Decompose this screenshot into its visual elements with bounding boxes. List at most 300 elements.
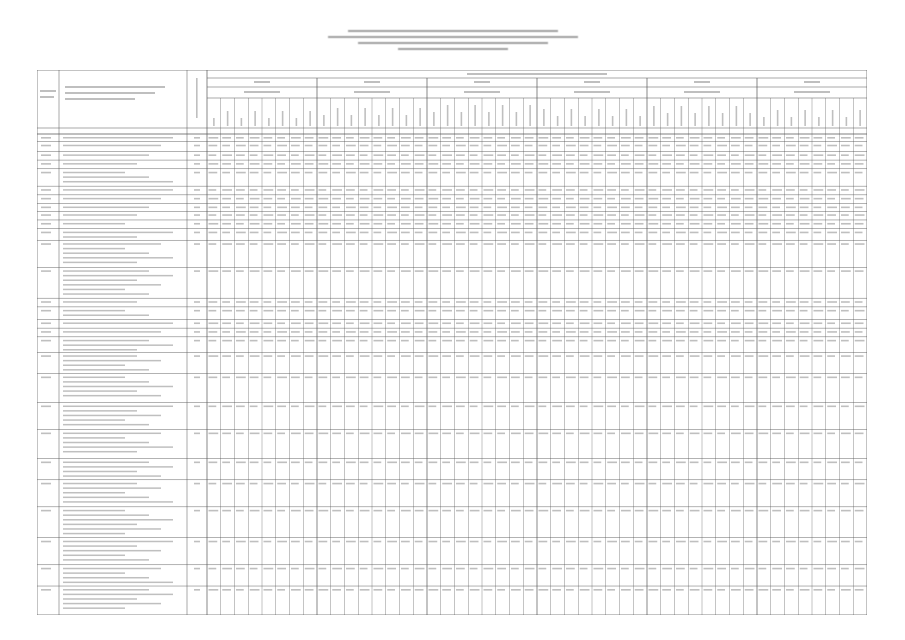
illegible-cell-value [690,243,698,245]
illegible-cell-value [305,510,314,512]
illegible-cell-value [525,270,534,272]
illegible-column-header [708,106,710,126]
illegible-cell-value [360,462,369,464]
illegible-cell-value [772,322,781,324]
illegible-cell-value [525,232,533,234]
illegible-cell-value [470,340,478,342]
illegible-cell-value [580,270,590,272]
illegible-cell-value [580,223,590,225]
illegible-cell-value [552,541,560,543]
illegible-cell-value [497,322,505,324]
illegible-cell-value [607,568,616,570]
illegible-cell-value [332,377,340,379]
illegible-cell-value [415,510,424,512]
illegible-cell-value [374,301,382,303]
illegible-cell-value [484,172,492,174]
illegible-row-number [41,270,51,272]
illegible-cell-value [374,163,383,165]
illegible-cell-value [745,331,753,333]
illegible-cell-value [580,510,590,512]
illegible-cell-value [374,331,382,333]
illegible-cell-value [539,433,549,435]
illegible-cell-value [511,189,519,191]
illegible-cell-value [277,568,286,570]
illegible-column-header [65,92,155,94]
illegible-cell-value [814,301,822,303]
illegible-cell-value [731,377,740,379]
illegible-cell-value [662,340,672,342]
illegible-cell-value [635,137,644,139]
illegible-cell-value [800,589,810,591]
illegible-cell-value [759,207,768,209]
illegible-cell-value [374,189,384,191]
illegible-cell-value [676,198,684,200]
illegible-cell-value [594,310,604,312]
illegible-cell-value [772,223,781,225]
illegible-cell-value [621,377,630,379]
illegible-cell-value [222,568,232,570]
illegible-cell-value [690,189,698,191]
illegible-row-number [41,510,51,512]
illegible-cell-value [277,340,286,342]
illegible-cell-value [442,589,451,591]
illegible-cell-value [649,340,657,342]
illegible-cell-value [470,163,480,165]
illegible-cell-value [374,154,384,156]
illegible-cell-value [511,301,520,303]
illegible-row-label [63,223,125,225]
illegible-cell-value [277,172,287,174]
illegible-cell-value [319,355,329,357]
illegible-cell-value [525,198,534,200]
illegible-cell-value [319,189,327,191]
illegible-cell-value [525,331,533,333]
illegible-cell-value [346,433,354,435]
illegible-cell-value [277,589,285,591]
illegible-cell-value [566,589,574,591]
illegible-cell-value [401,163,411,165]
illegible-cell-value [250,331,259,333]
illegible-cell-value [704,568,714,570]
illegible-cell-value [415,541,423,543]
illegible-cell-value [387,223,395,225]
illegible-cell-value [717,340,726,342]
illegible-cell-value [649,137,659,139]
illegible-cell-value [607,214,616,216]
illegible-cell-value [855,589,864,591]
illegible-column-header [694,113,696,126]
illegible-column-header [40,96,54,98]
illegible-cell-value [855,377,863,379]
illegible-cell-value [497,223,505,225]
illegible-cell-value [676,163,684,165]
illegible-cell-value [814,207,822,209]
illegible-cell-value [387,433,395,435]
illegible-cell-value [429,207,438,209]
illegible-cell-value [401,232,410,234]
illegible-cell-value [484,223,493,225]
illegible-cell-value [772,568,782,570]
illegible-cell-value [855,232,863,234]
illegible-cell-value [332,322,341,324]
illegible-cell-value [429,340,437,342]
illegible-column-header [859,110,861,126]
illegible-cell-value [731,270,741,272]
illegible-cell-value [566,510,574,512]
illegible-cell-value [607,310,616,312]
illegible-cell-value [539,462,548,464]
illegible-column-header [846,117,848,126]
illegible-unit [194,207,200,209]
illegible-cell-value [264,214,274,216]
illegible-cell-value [250,137,260,139]
illegible-cell-value [786,189,795,191]
illegible-column-header [241,118,243,126]
illegible-cell-value [291,483,299,485]
illegible-cell-value [662,172,670,174]
illegible-unit [194,301,200,303]
illegible-cell-value [387,189,396,191]
illegible-cell-value [360,568,368,570]
illegible-group-title [804,81,820,83]
illegible-cell-value [456,243,465,245]
illegible-cell-value [580,377,589,379]
illegible-cell-value [539,198,549,200]
illegible-cell-value [387,270,395,272]
illegible-cell-value [745,301,753,303]
illegible-cell-value [814,214,824,216]
illegible-cell-value [745,189,755,191]
illegible-row-label [63,577,149,579]
illegible-cell-value [841,483,849,485]
illegible-cell-value [277,163,285,165]
illegible-group-title [364,81,380,83]
illegible-cell-value [319,462,328,464]
illegible-row-label [63,181,173,183]
illegible-cell-value [442,310,452,312]
illegible-cell-value [346,137,354,139]
illegible-cell-value [401,198,411,200]
illegible-cell-value [346,483,355,485]
illegible-cell-value [676,154,685,156]
illegible-cell-value [827,377,837,379]
illegible-cell-value [717,207,727,209]
illegible-cell-value [704,154,714,156]
illegible-row-number [41,232,51,234]
illegible-cell-value [759,355,769,357]
illegible-cell-value [346,462,356,464]
illegible-cell-value [401,214,409,216]
illegible-cell-value [676,145,686,147]
illegible-cell-value [236,223,244,225]
illegible-cell-value [222,214,232,216]
illegible-cell-value [552,198,561,200]
illegible-column-header [543,109,545,126]
illegible-cell-value [401,377,410,379]
illegible-cell-value [635,433,644,435]
illegible-cell-value [800,510,810,512]
illegible-cell-value [222,510,231,512]
illegible-cell-value [607,510,615,512]
illegible-cell-value [827,154,836,156]
illegible-cell-value [250,510,260,512]
illegible-cell-value [250,207,259,209]
illegible-cell-value [580,406,588,408]
illegible-row-label [63,270,149,272]
illegible-cell-value [511,207,520,209]
illegible-cell-value [346,340,355,342]
illegible-cell-value [222,355,231,357]
illegible-cell-value [511,137,521,139]
illegible-cell-value [717,589,725,591]
illegible-cell-value [456,310,465,312]
illegible-row-label [63,550,161,552]
illegible-cell-value [717,310,726,312]
illegible-cell-value [401,207,410,209]
illegible-cell-value [525,214,535,216]
illegible-cell-value [484,145,492,147]
illegible-cell-value [277,541,287,543]
illegible-row-label [63,410,137,412]
illegible-cell-value [222,377,230,379]
illegible-cell-value [264,310,274,312]
illegible-cell-value [662,322,671,324]
illegible-cell-value [635,510,644,512]
illegible-cell-value [277,406,286,408]
illegible-cell-value [319,243,327,245]
illegible-cell-value [360,172,369,174]
illegible-cell-value [649,243,657,245]
illegible-cell-value [264,145,272,147]
illegible-cell-value [704,270,713,272]
illegible-group-title [254,81,270,83]
illegible-cell-value [374,232,382,234]
illegible-cell-value [250,189,258,191]
illegible-cell-value [346,331,356,333]
illegible-cell-value [415,340,425,342]
illegible-cell-value [497,433,505,435]
illegible-cell-value [621,232,630,234]
illegible-cell-value [745,223,754,225]
illegible-cell-value [786,137,794,139]
illegible-cell-value [772,301,780,303]
illegible-column-header [40,90,56,92]
illegible-row-label [63,310,125,312]
illegible-cell-value [607,433,615,435]
illegible-cell-value [401,340,409,342]
illegible-cell-value [470,433,480,435]
illegible-cell-value [511,589,521,591]
illegible-cell-value [497,406,506,408]
illegible-cell-value [236,243,245,245]
illegible-cell-value [690,589,700,591]
illegible-cell-value [236,145,246,147]
illegible-row-label [63,501,173,503]
illegible-cell-value [607,223,615,225]
illegible-cell-value [360,243,368,245]
illegible-cell-value [209,568,217,570]
illegible-cell-value [305,483,315,485]
illegible-cell-value [841,310,849,312]
illegible-unit [194,377,200,379]
illegible-column-header [392,108,394,126]
illegible-cell-value [511,568,519,570]
illegible-cell-value [676,301,686,303]
illegible-cell-value [374,589,383,591]
illegible-cell-value [704,243,714,245]
illegible-cell-value [717,541,727,543]
illegible-cell-value [387,145,397,147]
illegible-cell-value [470,232,479,234]
illegible-cell-value [539,541,548,543]
illegible-cell-value [607,189,616,191]
illegible-cell-value [511,163,521,165]
illegible-cell-value [841,270,851,272]
illegible-cell-value [360,301,369,303]
illegible-cell-value [841,377,850,379]
illegible-cell-value [704,377,712,379]
illegible-cell-value [222,223,231,225]
illegible-cell-value [415,270,424,272]
illegible-cell-value [607,340,616,342]
illegible-cell-value [717,462,727,464]
illegible-column-header [749,113,751,126]
illegible-group-subtitle [684,91,720,93]
illegible-row-number [41,568,51,570]
illegible-cell-value [772,589,781,591]
illegible-cell-value [456,377,466,379]
illegible-cell-value [841,243,849,245]
illegible-cell-value [745,541,753,543]
illegible-cell-value [291,198,301,200]
illegible-cell-value [580,301,589,303]
illegible-cell-value [759,340,767,342]
illegible-cell-value [387,154,396,156]
illegible-cell-value [745,462,753,464]
illegible-cell-value [800,172,809,174]
illegible-cell-value [222,433,231,435]
illegible-cell-value [319,322,329,324]
illegible-cell-value [814,223,823,225]
illegible-cell-value [236,189,245,191]
illegible-cell-value [772,331,780,333]
illegible-cell-value [291,243,299,245]
illegible-cell-value [484,331,492,333]
illegible-cell-value [305,154,315,156]
illegible-cell-value [250,163,260,165]
illegible-cell-value [222,145,230,147]
illegible-cell-value [470,189,478,191]
illegible-cell-value [222,310,232,312]
illegible-cell-value [731,137,741,139]
illegible-cell-value [387,301,397,303]
illegible-cell-value [442,355,451,357]
illegible-cell-value [209,301,218,303]
illegible-cell-value [511,355,521,357]
illegible-cell-value [649,510,659,512]
illegible-cell-value [772,355,781,357]
illegible-cell-value [717,510,725,512]
illegible-cell-value [277,198,285,200]
illegible-unit [194,137,200,139]
illegible-cell-value [827,355,835,357]
illegible-cell-value [621,483,629,485]
illegible-cell-value [250,232,259,234]
illegible-row-label [63,349,137,351]
illegible-cell-value [676,483,685,485]
illegible-cell-value [374,568,384,570]
illegible-row-label [63,163,137,165]
illegible-cell-value [841,154,849,156]
illegible-cell-value [250,145,259,147]
illegible-cell-value [346,355,354,357]
illegible-cell-value [415,154,425,156]
illegible-cell-value [401,270,411,272]
illegible-cell-value [291,154,299,156]
illegible-cell-value [786,541,796,543]
illegible-cell-value [704,145,712,147]
illegible-cell-value [731,207,740,209]
illegible-cell-value [470,301,479,303]
illegible-cell-value [387,340,396,342]
illegible-cell-value [621,189,629,191]
illegible-cell-value [621,568,629,570]
illegible-cell-value [841,189,849,191]
illegible-row-label [63,189,173,191]
illegible-cell-value [635,301,643,303]
illegible-cell-value [704,198,713,200]
illegible-cell-value [497,301,507,303]
illegible-cell-value [594,270,603,272]
illegible-cell-value [525,310,535,312]
illegible-cell-value [676,232,686,234]
illegible-cell-value [759,163,769,165]
illegible-cell-value [539,189,547,191]
illegible-cell-value [264,198,273,200]
illegible-cell-value [346,232,356,234]
illegible-row-label [63,344,173,346]
illegible-group-title [694,81,710,83]
illegible-cell-value [855,163,864,165]
illegible-cell-value [772,310,782,312]
illegible-cell-value [772,163,781,165]
illegible-cell-value [704,223,713,225]
illegible-cell-value [566,541,576,543]
illegible-cell-value [745,137,754,139]
illegible-cell-value [552,568,562,570]
illegible-cell-value [442,163,451,165]
illegible-cell-value [635,322,644,324]
illegible-cell-value [497,510,505,512]
illegible-cell-value [800,154,808,156]
illegible-cell-value [786,322,794,324]
illegible-cell-value [841,163,851,165]
illegible-row-label [63,243,161,245]
illegible-cell-value [814,541,822,543]
illegible-cell-value [745,377,753,379]
illegible-cell-value [387,243,396,245]
illegible-cell-value [305,145,313,147]
illegible-cell-value [621,589,631,591]
illegible-cell-value [456,207,466,209]
illegible-cell-value [497,163,505,165]
illegible-cell-value [222,270,231,272]
illegible-cell-value [291,172,300,174]
illegible-cell-value [442,301,450,303]
illegible-cell-value [745,310,755,312]
illegible-cell-value [497,377,507,379]
illegible-cell-value [222,154,232,156]
